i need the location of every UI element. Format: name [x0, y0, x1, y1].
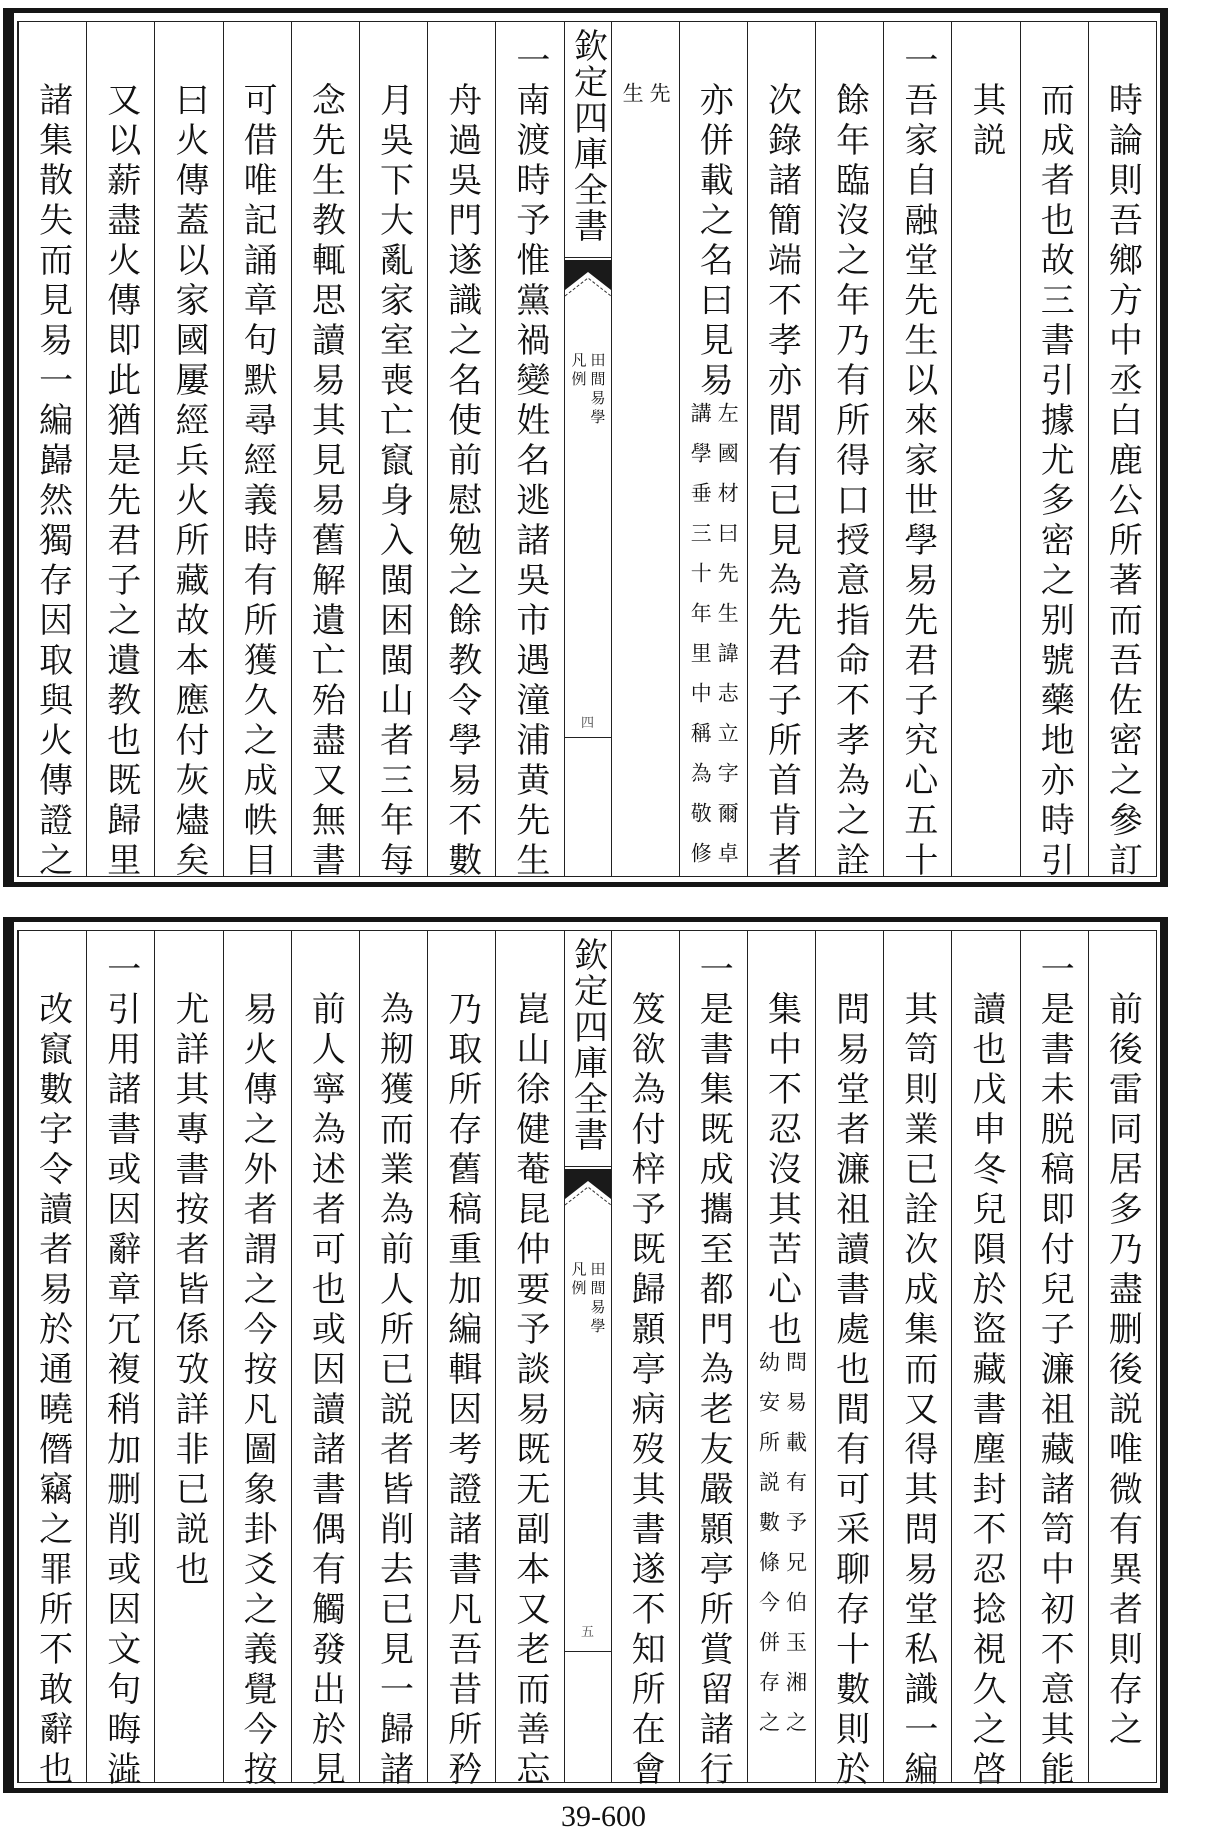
text-column: [359, 22, 427, 882]
text-column: [223, 22, 291, 882]
bottom-page-frame: [3, 917, 1168, 1793]
column-text: 改竄數字令讀者易於通曉僭竊之罪所不敢辭也: [32, 991, 73, 1791]
text-column: [1088, 931, 1156, 1782]
column-text: 亦併載之名曰見易: [693, 82, 734, 402]
column-text: 其笥則業已詮次成集而又得其問易堂私識一編: [897, 991, 938, 1791]
column-text: 月吳下大亂家室喪亡竄身入閩困閩山者三年每: [373, 82, 414, 882]
column-text: 一吾家自融堂先生以來家世學易先君子究心五十: [897, 42, 938, 882]
text-column: [883, 22, 951, 882]
text-column: [951, 931, 1019, 1791]
page-code: 39-600: [561, 1800, 646, 1833]
center-fold-column: [564, 931, 611, 1782]
interlinear-note: [620, 82, 672, 122]
column-text: 一是書未脱稿即付兒子濂祖藏諸笥中初不意其能: [1034, 951, 1075, 1791]
fold-divider: [565, 737, 611, 738]
column-text: 餘年臨沒之年乃有所得口授意指命不孝為之詮: [829, 82, 870, 882]
note-right-line: 問易載有予兄伯玉湘之: [783, 1351, 808, 1751]
column-text: 易火傳之外者謂之今按凡圖象卦爻之義覺今按: [237, 991, 278, 1791]
text-column: [1020, 931, 1088, 1791]
text-column: [427, 931, 495, 1791]
bottom-page-columns: [17, 930, 1157, 1791]
column-text: 前後雷同居多乃盡删後説唯微有異者則存之: [1102, 991, 1143, 1751]
column-text: 為剏獲而業為前人所已説者皆削去已見一歸諸: [373, 991, 414, 1791]
collection-title-box: [565, 22, 611, 258]
column-text: 舟過吳門遂識之名使前慰勉之餘教令學易不數: [441, 82, 482, 882]
collection-title: 欽定四庫全書: [567, 28, 608, 244]
text-column: [951, 22, 1019, 876]
interlinear-note: [756, 1351, 808, 1751]
column-text: 一引用諸書或因辭章冗複稍加删削或因文句晦澁: [100, 951, 141, 1791]
top-page-frame: [3, 8, 1168, 887]
column-text: 崑山徐健菴昆仲要予談易既无副本又老而善忘: [509, 991, 550, 1791]
note-right-line: 先: [647, 82, 672, 122]
text-column: [495, 22, 563, 882]
text-column: [815, 931, 883, 1791]
column-text: 前人寧為述者可也或因讀諸書偶有觸發出於見: [305, 991, 346, 1791]
text-column: [359, 931, 427, 1791]
text-column: [611, 22, 679, 876]
text-column: [154, 22, 222, 882]
text-column: [86, 22, 154, 882]
text-column: [291, 22, 359, 882]
section-title: 凡例: [569, 1261, 588, 1299]
text-column: [291, 931, 359, 1791]
column-text: 念先生教輒思讀易其見易舊解遺亡殆盡又無書: [305, 82, 346, 882]
folio-number: 四: [580, 716, 594, 731]
text-column: [1020, 22, 1088, 882]
text-column: [679, 931, 747, 1791]
book-title: 田間易學: [588, 352, 607, 428]
column-text: 讀也戊申冬兒隕於盜藏書塵封不忍捻視久之啓: [966, 991, 1007, 1791]
column-text: 問易堂者濂祖讀書處也間有可采聊存十數則於: [829, 991, 870, 1791]
text-column: [747, 931, 815, 1782]
note-left-line: 生: [620, 82, 645, 122]
column-text: 可借唯記誦章句默尋經義時有所獲久之成帙目: [237, 82, 278, 882]
column-text: 而成者也故三書引據尤多密之别號藥地亦時引: [1034, 82, 1075, 882]
column-text: 集中不忍沒其苦心也: [761, 991, 802, 1351]
column-text: 次錄諸簡端不孝亦間有已見為先君子所首肯者: [761, 82, 802, 882]
column-text: 諸集散失而見易一編巋然獨存因取與火傳證之: [32, 82, 73, 882]
collection-title-box: [565, 931, 611, 1167]
text-column: [611, 931, 679, 1791]
text-column: [154, 931, 222, 1782]
center-fold-column: [564, 22, 611, 876]
fish-tail-mark-icon: [565, 260, 611, 300]
section-title: 凡例: [569, 352, 588, 390]
column-text: 一是書集既成攜至都門為老友嚴顥亭所賞留諸行: [693, 951, 734, 1791]
text-column: [1088, 22, 1156, 882]
collection-title: 欽定四庫全書: [567, 937, 608, 1153]
column-text: 乃取所存舊稿重加編輯因考證諸書凡吾昔所矜: [441, 991, 482, 1791]
note-right-line: 左國材曰先生諱志立字爾卓: [715, 402, 740, 882]
text-column: [747, 22, 815, 882]
book-title: 田間易學: [588, 1261, 607, 1337]
fold-divider: [565, 1651, 611, 1652]
text-column: [883, 931, 951, 1791]
text-column: [86, 931, 154, 1791]
note-left-line: 幼安所説數條今併存之: [756, 1351, 781, 1751]
column-text: 一南渡時予惟黨禍變姓名逃諸吳市遇潼浦黄先生: [509, 42, 550, 882]
text-column: [427, 22, 495, 882]
text-column: [815, 22, 883, 882]
column-text: 尤詳其專書按者皆係攷詳非已説也: [168, 991, 209, 1591]
text-column: [495, 931, 563, 1791]
column-text: 其説: [966, 82, 1007, 162]
column-text: 笈欲為付梓予既歸顥亭病歿其書遂不知所在會: [625, 991, 666, 1791]
note-left-line: 講學垂三十年里中稱為敬修: [688, 402, 713, 882]
column-text: 又以薪盡火傳即此猶是先君子之遺教也既歸里: [100, 82, 141, 882]
text-column: [18, 931, 86, 1791]
fish-tail-mark-icon: [565, 1169, 611, 1209]
text-column: [223, 931, 291, 1791]
column-text: 曰火傳蓋以家國屢經兵火所藏故本應付灰燼矣: [168, 82, 209, 882]
text-column: [18, 22, 86, 882]
folio-number: 五: [580, 1625, 594, 1640]
text-column: [679, 22, 747, 882]
column-text: 時論則吾鄉方中丞白鹿公所著而吾佐密之參訂: [1102, 82, 1143, 882]
interlinear-note: [688, 402, 740, 882]
top-page-columns: [17, 21, 1157, 882]
